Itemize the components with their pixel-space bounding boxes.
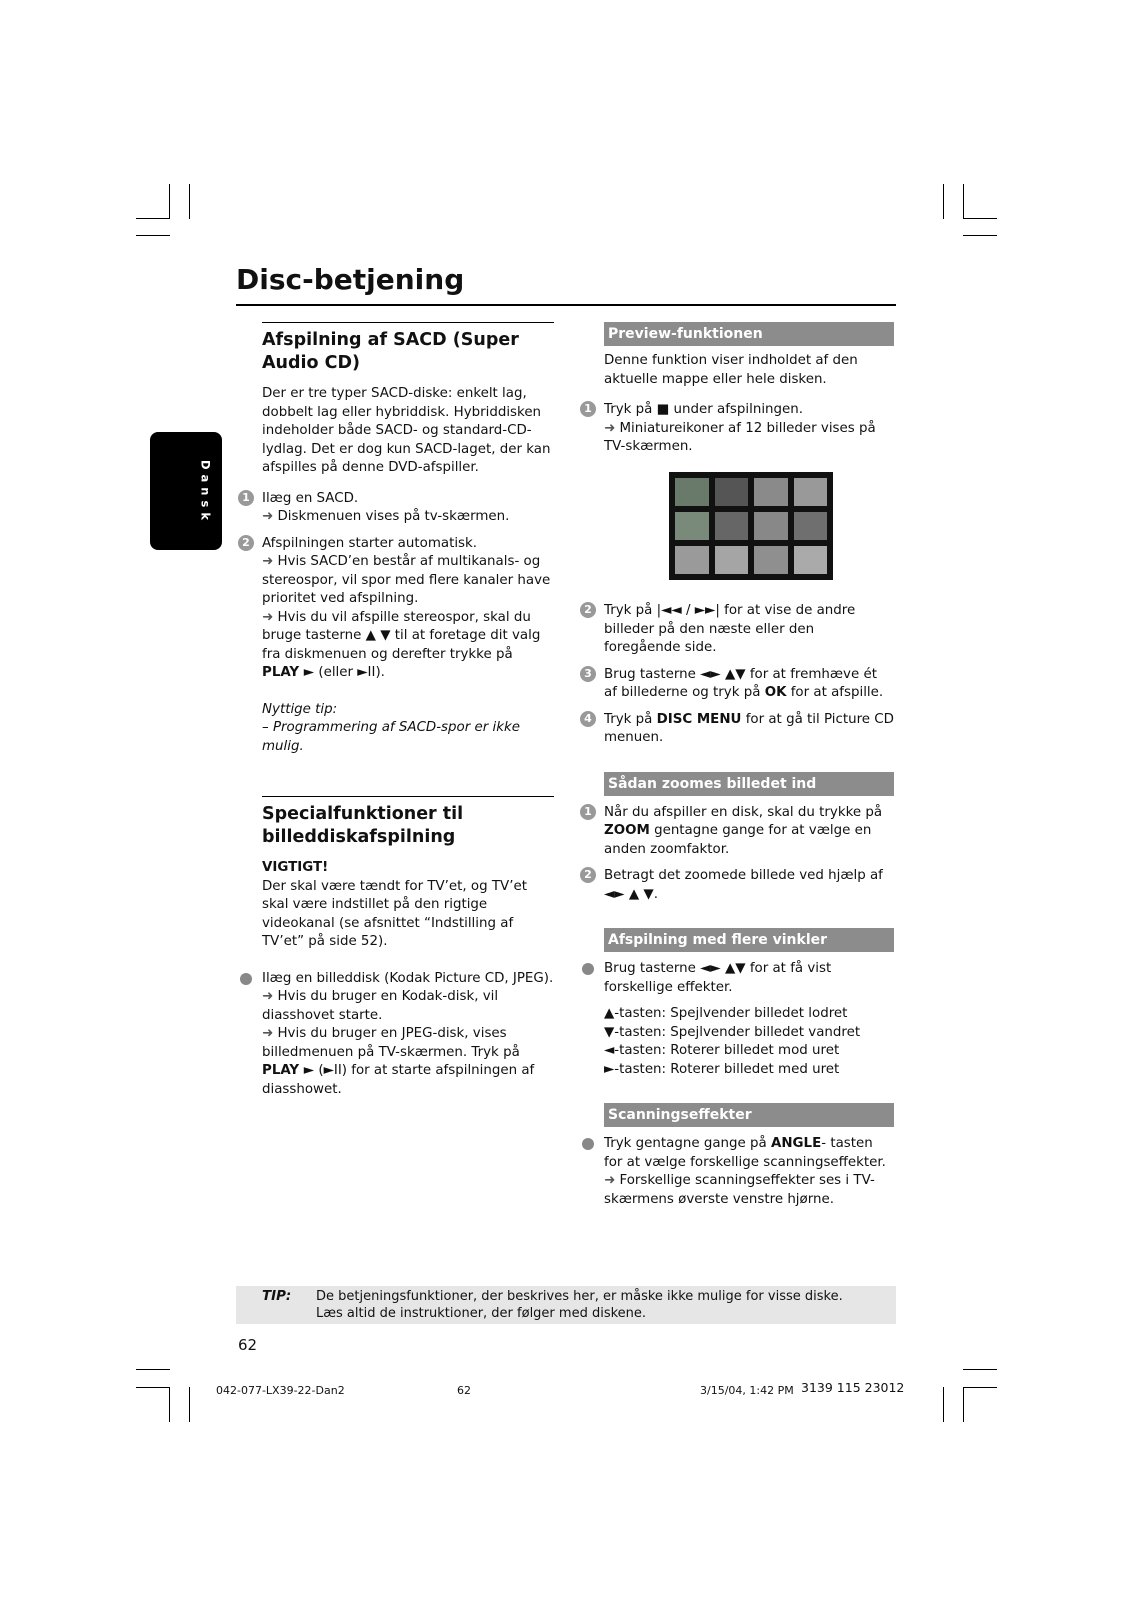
special-heading: Specialfunktioner til billeddiskafspilning xyxy=(262,796,554,849)
step-text: Brug tasterne ◄► ▲▼ for at fremhæve ét af billederne og tryk på OK for at afspille. xyxy=(604,666,884,700)
crop-mark xyxy=(136,235,170,236)
tip-label: Nyttige tip: xyxy=(262,701,338,717)
bullet-result: ➜ Hvis du bruger en Kodak-disk, vil diasshovet starte. xyxy=(262,989,499,1023)
bullet-result: ➜ Hvis du bruger en JPEG-disk, vises billedmenuen på TV-skærmen. Tryk på PLAY ► (►II) for at starte afspilningen af diasshowet. xyxy=(262,1026,535,1097)
step-text: Når du afspiller en disk, skal du trykke på ZOOM gentagne gange for at vælge en anden zoomfaktor. xyxy=(604,804,883,857)
important-text: Der skal være tændt for TV’et, og TV’et skal være indstillet på den rigtige videokanal (se afsnittet “Indstilling af TV’et” på side 52). xyxy=(262,878,527,949)
step-number-1: 1 xyxy=(580,401,596,417)
left-column xyxy=(242,322,554,1099)
step-result: ➜ Hvis du vil afspille stereospor, skal du bruge tasterne ▲ ▼ til at foretage dit valg fra diskmenuen og derefter trykke på PLAY ► (eller ►II). xyxy=(262,609,541,680)
important-label: VIGTIGT! xyxy=(262,860,329,875)
angles-heading: Afspilning med flere vinkler xyxy=(604,928,894,952)
zoom-step-2 xyxy=(584,867,894,904)
step-number-4: 4 xyxy=(580,711,596,727)
list-item: ◄-tasten: Roterer billedet mod uret xyxy=(604,1043,840,1058)
step-text: Ilæg en SACD. xyxy=(262,490,359,506)
preview-step-4 xyxy=(584,711,894,748)
crop-mark xyxy=(189,1387,190,1422)
right-column-lower xyxy=(584,594,894,1209)
preview-intro: Denne funktion viser indholdet af den aktuelle mappe eller hele disken. xyxy=(604,353,858,387)
crop-mark xyxy=(136,1387,170,1388)
step-number-3: 3 xyxy=(580,666,596,682)
preview-step-3 xyxy=(584,666,894,703)
crop-mark xyxy=(136,1369,170,1370)
crop-mark xyxy=(189,184,190,219)
bullet-icon xyxy=(240,973,252,985)
special-bullet xyxy=(262,970,554,1100)
step-number-2: 2 xyxy=(580,602,596,618)
step-number-1: 1 xyxy=(238,490,254,506)
page-title: Disc-betjening xyxy=(236,263,465,296)
list-item: ►-tasten: Roterer billedet med uret xyxy=(604,1061,840,1077)
step-text: Tryk på |◄◄ / ►►| for at vise de andre billeder på den næste eller den foregående side. xyxy=(604,603,856,655)
crop-mark xyxy=(963,1369,997,1370)
bullet-result: ➜ Forskellige scanningseffekter ses i TV-skærmens øverste venstre hjørne. xyxy=(604,1173,875,1207)
step-number-2: 2 xyxy=(238,535,254,551)
footer-date: 3/15/04, 1:42 PM xyxy=(700,1384,794,1397)
bullet-text: Brug tasterne ◄► ▲▼ for at få vist forskellige effekter. xyxy=(604,961,832,995)
tip-box-label: TIP: xyxy=(262,1289,292,1304)
tip-line: Læs altid de instruktioner, der følger med diskene. xyxy=(316,1306,647,1321)
sacd-heading: Afspilning af SACD (Super Audio CD) xyxy=(262,322,554,375)
step-text: Afspilningen starter automatisk. xyxy=(262,535,478,551)
step-result: ➜ Hvis SACD’en består af multikanals- og stereospor, vil spor med flere kanaler have prioritet ved afspilning. xyxy=(262,554,551,606)
crop-mark xyxy=(136,218,170,219)
step-text: Betragt det zoomede billede ved hjælp af ◄► ▲ ▼. xyxy=(604,868,883,902)
crop-mark xyxy=(963,1387,964,1422)
list-item: ▲-tasten: Spejlvender billedet lodret xyxy=(604,1006,848,1021)
language-tab-label: Dansk xyxy=(198,460,213,525)
crop-mark xyxy=(943,184,944,219)
sacd-intro: Der er tre typer SACD-diske: enkelt lag, dobbelt lag eller hybriddisk. Hybriddisken indeholder både SACD- og standard-CD-lydlag. Det er dog kun SACD-laget, der kan afspilles på denne DVD-afspiller. xyxy=(262,386,551,475)
zoom-step-1 xyxy=(584,804,894,860)
tip-box-text xyxy=(316,1288,886,1322)
list-item: ▼-tasten: Spejlvender billedet vandret xyxy=(604,1024,861,1040)
bullet-text: Ilæg en billeddisk (Kodak Picture CD, JPEG). xyxy=(262,970,554,986)
title-rule xyxy=(236,304,896,306)
preview-step-1 xyxy=(584,401,894,457)
scan-bullet xyxy=(604,1135,894,1209)
step-text: Tryk på DISC MENU for at gå til Picture CD menuen. xyxy=(604,711,894,745)
sacd-step-2 xyxy=(242,535,554,683)
tip-text: – Programmering af SACD-spor er ikke mulig. xyxy=(262,720,520,754)
page-number: 62 xyxy=(238,1336,258,1354)
crop-mark xyxy=(169,184,170,219)
tip-line: De betjeningsfunktioner, der beskrives her, er måske ikke mulige for visse diske. xyxy=(316,1289,843,1304)
crop-mark xyxy=(963,184,964,219)
bullet-text: Tryk gentagne gange på ANGLE- tasten for at vælge forskellige scanningseffekter. xyxy=(604,1136,886,1170)
step-result: ➜ Miniatureikoner af 12 billeder vises på TV-skærmen. xyxy=(604,420,876,454)
zoom-heading: Sådan zoomes billedet ind xyxy=(604,772,894,796)
bullet-icon xyxy=(582,1138,594,1150)
crop-mark xyxy=(963,218,997,219)
footer-code: 3139 115 23012 xyxy=(801,1380,905,1395)
footer-file: 042-077-LX39-22-Dan2 xyxy=(216,1384,345,1397)
sacd-step-1 xyxy=(242,490,554,527)
step-text: Tryk på ■ under afspilningen. xyxy=(604,402,804,417)
thumbnail-grid-image xyxy=(669,472,833,580)
preview-heading: Preview-funktionen xyxy=(604,322,894,346)
angles-bullet xyxy=(604,960,894,997)
step-number-2: 2 xyxy=(580,867,596,883)
step-result: ➜ Diskmenuen vises på tv-skærmen. xyxy=(262,509,510,524)
step-number-1: 1 xyxy=(580,804,596,820)
preview-step-2 xyxy=(584,602,894,658)
footer-page: 62 xyxy=(457,1384,471,1397)
angles-key-list xyxy=(604,1005,894,1079)
crop-mark xyxy=(963,235,997,236)
bullet-icon xyxy=(582,963,594,975)
scan-heading: Scanningseffekter xyxy=(604,1103,894,1127)
crop-mark xyxy=(169,1387,170,1422)
right-column xyxy=(584,322,894,457)
crop-mark xyxy=(943,1387,944,1422)
crop-mark xyxy=(963,1387,997,1388)
